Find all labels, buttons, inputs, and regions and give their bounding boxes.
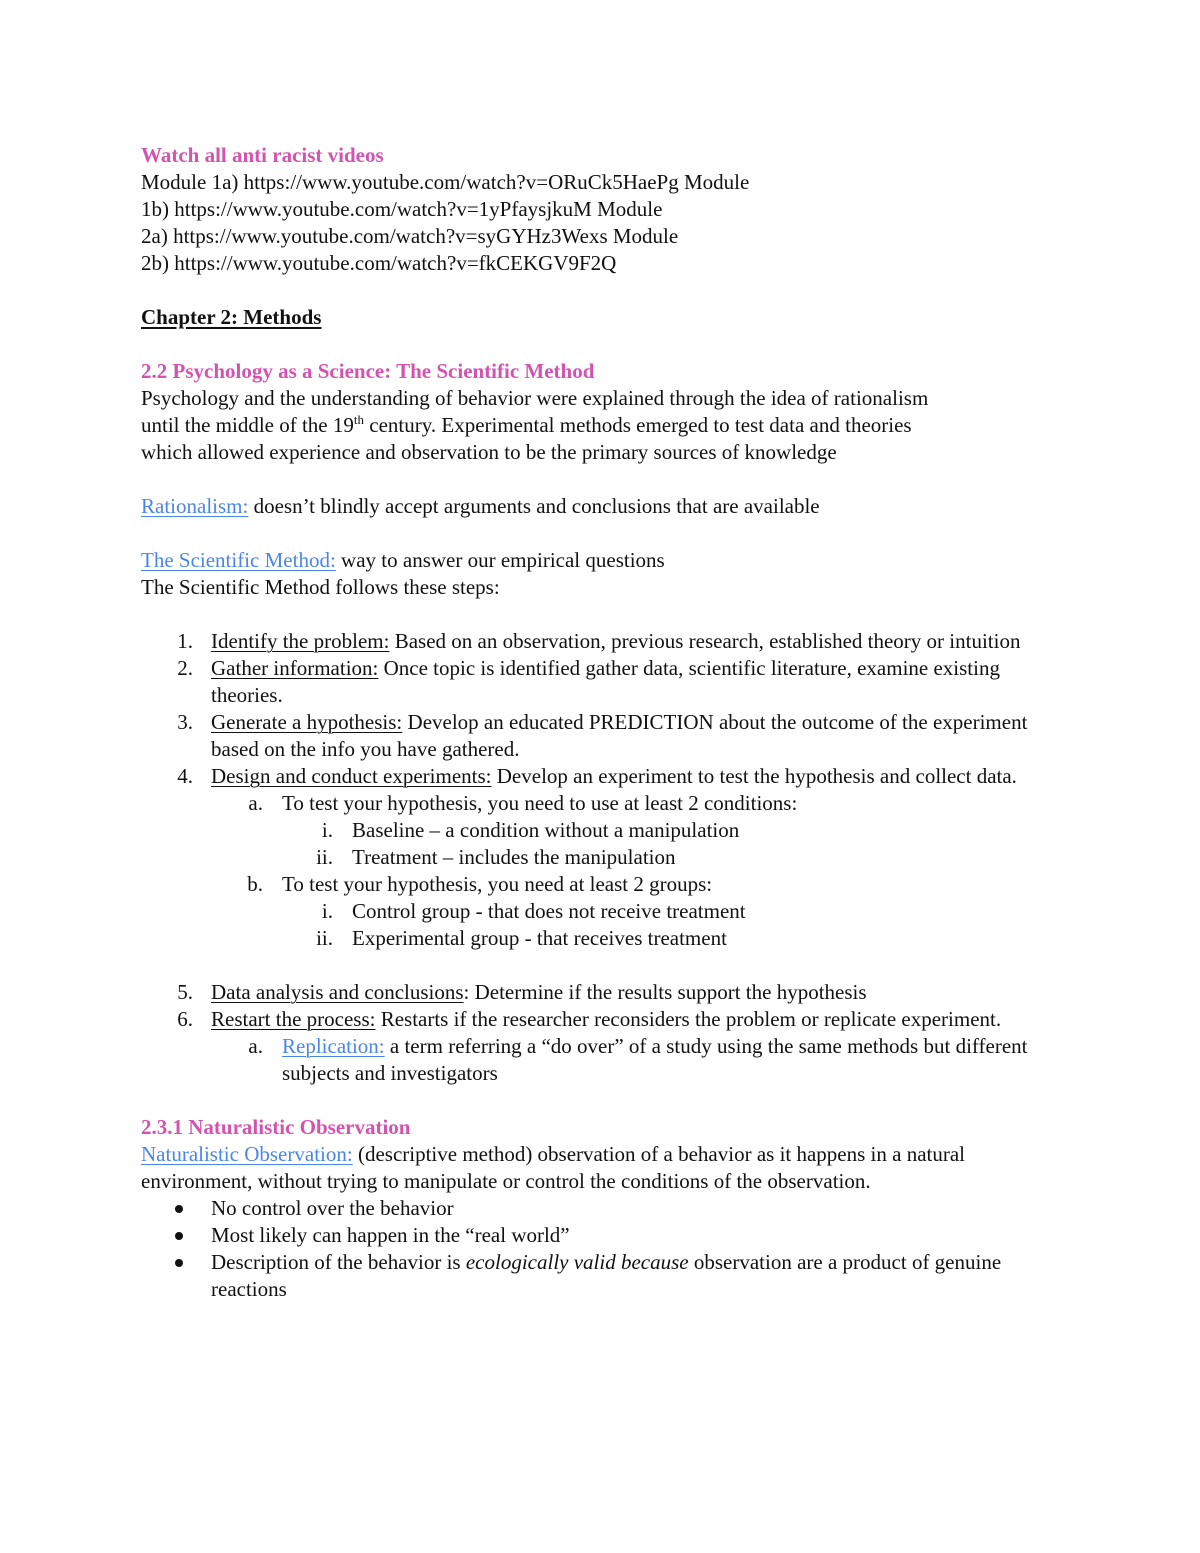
list-item: 1. Identify the problem: Based on an observation, previous research, established theory or intuition bbox=[177, 629, 1021, 653]
videos-heading: Watch all anti racist videos bbox=[141, 143, 384, 167]
list-item: a. Replication: a term referring a “do over” of a study using the same methods but different subjects and investigators bbox=[248, 1034, 1028, 1085]
naturalistic-observation-term[interactable]: Naturalistic Observation: bbox=[141, 1142, 353, 1166]
naturalistic-observation-definition: Naturalistic Observation: (descriptive method) observation of a behavior as it happens in a natural environment, without trying to manipulate or control the conditions of the observation. bbox=[141, 1142, 966, 1193]
video-link-line[interactable]: 2b) https://www.youtube.com/watch?v=fkCEKGV9F2Q bbox=[141, 251, 617, 275]
list-item: i. Baseline – a condition without a manipulation bbox=[321, 818, 740, 842]
video-link-line[interactable]: 2a) https://www.youtube.com/watch?v=syGYHz3Wexs Module bbox=[141, 224, 679, 248]
list-item: a. To test your hypothesis, you need to use at least 2 conditions: bbox=[248, 791, 798, 815]
list-item: 4. Design and conduct experiments: Develop an experiment to test the hypothesis and collect data. bbox=[177, 764, 1017, 788]
list-item: ii. Treatment – includes the manipulation bbox=[316, 845, 676, 869]
list-item: 5. Data analysis and conclusions: Determine if the results support the hypothesis bbox=[177, 980, 867, 1004]
intro-paragraph-line: until the middle of the 19th century. Experimental methods emerged to test data and theories bbox=[141, 412, 912, 437]
replication-term[interactable]: Replication: bbox=[282, 1034, 385, 1058]
rationalism-term[interactable]: Rationalism: bbox=[141, 494, 249, 518]
chapter-title: Chapter 2: Methods bbox=[141, 305, 322, 329]
intro-paragraph-line: Psychology and the understanding of behavior were explained through the idea of rationalism bbox=[141, 386, 929, 410]
section-2-2-heading: 2.2 Psychology as a Science: The Scientific Method bbox=[141, 359, 595, 383]
section-2-3-1-heading: 2.3.1 Naturalistic Observation bbox=[141, 1115, 411, 1139]
rationalism-definition: Rationalism: doesn’t blindly accept arguments and conclusions that are available bbox=[141, 494, 820, 518]
scientific-method-term[interactable]: The Scientific Method: bbox=[141, 548, 336, 572]
list-item: ii. Experimental group - that receives treatment bbox=[316, 926, 727, 950]
bullet-item: Description of the behavior is ecologically valid because observation are a product of genuine reactions bbox=[141, 1249, 1041, 1303]
list-item: 6. Restart the process: Restarts if the researcher reconsiders the problem or replicate experiment. bbox=[177, 1007, 1002, 1031]
video-link-line[interactable]: 1b) https://www.youtube.com/watch?v=1yPfaysjkuM Module bbox=[141, 197, 663, 221]
intro-paragraph-line: which allowed experience and observation to be the primary sources of knowledge bbox=[141, 440, 837, 464]
bullet-icon bbox=[175, 1205, 183, 1213]
list-item: b. To test your hypothesis, you need at least 2 groups: bbox=[247, 872, 713, 896]
list-item: i. Control group - that does not receive treatment bbox=[321, 899, 746, 923]
list-item: 3. Generate a hypothesis: Develop an educated PREDICTION about the outcome of the experiment based on the info you have gathered. bbox=[177, 710, 1028, 761]
bullet-item: Most likely can happen in the “real world” bbox=[141, 1222, 1041, 1249]
bullet-icon bbox=[175, 1259, 183, 1267]
bullet-item: No control over the behavior bbox=[141, 1195, 1041, 1222]
list-item: 2. Gather information: Once topic is identified gather data, scientific literature, examine existing theories. bbox=[177, 656, 1000, 707]
steps-intro: The Scientific Method follows these steps: bbox=[141, 575, 500, 599]
video-link-line[interactable]: Module 1a) https://www.youtube.com/watch?v=ORuCk5HaePg Module bbox=[141, 170, 750, 194]
bullet-icon bbox=[175, 1232, 183, 1240]
scientific-method-definition: The Scientific Method: way to answer our empirical questions bbox=[141, 548, 665, 572]
document-page bbox=[141, 142, 1041, 1303]
